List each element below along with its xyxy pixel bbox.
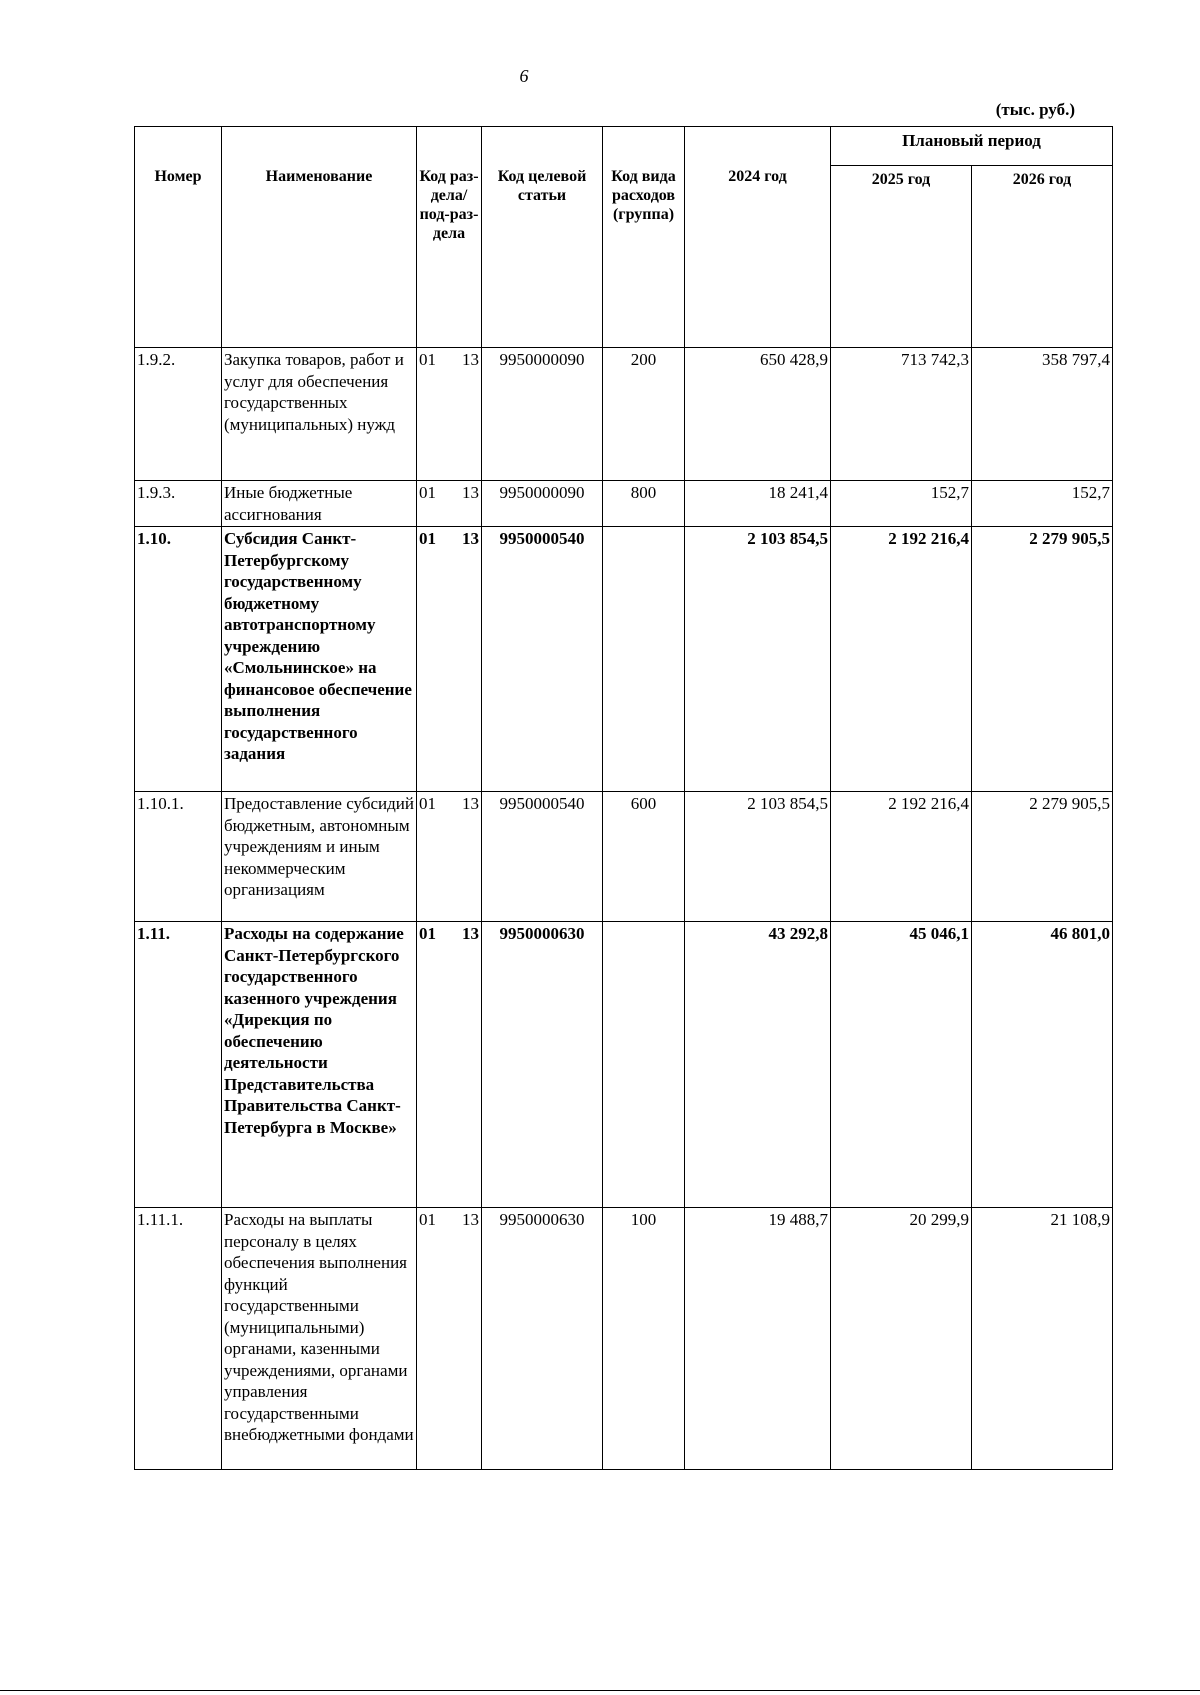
row-section-code: [417, 922, 482, 1208]
table-row: [135, 922, 1113, 1208]
row-name: Расходы на выплаты персоналу в целях обеспечения выполнения функций государственными (муниципальными) органами, казенными учреждениями, органами управления государственными внебюджетными фондами: [222, 1208, 417, 1470]
row-expense-type: 100: [603, 1208, 685, 1470]
row-amount-2025: 20 299,9: [831, 1208, 972, 1470]
subsection-code: 13: [462, 924, 479, 943]
header-target-code: Код целевой статьи: [482, 127, 603, 348]
header-planned-period: Плановый период: [831, 127, 1113, 166]
row-amount-2026: 2 279 905,5: [972, 792, 1113, 922]
row-target-code: 9950000630: [482, 922, 603, 1208]
page-number: 6: [519, 66, 529, 86]
row-expense-type: 200: [603, 348, 685, 481]
section-code-pair: [419, 482, 479, 504]
row-amount-2026: 2 279 905,5: [972, 527, 1113, 792]
row-expense-type: [603, 527, 685, 792]
table-body: [135, 348, 1113, 1470]
row-amount-2024: 43 292,8: [685, 922, 831, 1208]
row-amount-2025: 2 192 216,4: [831, 527, 972, 792]
row-amount-2024: 2 103 854,5: [685, 792, 831, 922]
section-code-pair: [419, 923, 479, 945]
header-year-2024: 2024 год: [685, 127, 831, 348]
row-number: 1.11.1.: [135, 1208, 222, 1470]
row-section-code: [417, 1208, 482, 1470]
row-expense-type: 800: [603, 481, 685, 527]
row-amount-2025: 152,7: [831, 481, 972, 527]
row-name: Иные бюджетные ассигнования: [222, 481, 417, 527]
row-amount-2024: 650 428,9: [685, 348, 831, 481]
section-code: 01: [419, 1210, 436, 1229]
section-code-pair: [419, 793, 479, 815]
row-target-code: 9950000090: [482, 481, 603, 527]
row-name: Закупка товаров, работ и услуг для обеспечения государственных (муниципальных) нужд: [222, 348, 417, 481]
subsection-code: 13: [462, 483, 479, 502]
row-amount-2024: 2 103 854,5: [685, 527, 831, 792]
row-target-code: 9950000090: [482, 348, 603, 481]
row-section-code: [417, 792, 482, 922]
row-amount-2025: 713 742,3: [831, 348, 972, 481]
header-name: Наименование: [222, 127, 417, 348]
row-section-code: [417, 527, 482, 792]
row-amount-2026: 21 108,9: [972, 1208, 1113, 1470]
row-amount-2026: 46 801,0: [972, 922, 1113, 1208]
scan-edge-line: [0, 1690, 1200, 1691]
row-expense-type: [603, 922, 685, 1208]
budget-table: [134, 126, 1113, 1470]
table-row: [135, 792, 1113, 922]
section-code: 01: [419, 350, 436, 369]
section-code-pair: [419, 528, 479, 550]
row-amount-2025: 2 192 216,4: [831, 792, 972, 922]
section-code-pair: [419, 349, 479, 371]
table-row: [135, 1208, 1113, 1470]
row-number: 1.9.3.: [135, 481, 222, 527]
row-target-code: 9950000540: [482, 792, 603, 922]
row-number: 1.9.2.: [135, 348, 222, 481]
row-target-code: 9950000540: [482, 527, 603, 792]
section-code: 01: [419, 924, 436, 943]
units-label: (тыс. руб.): [995, 100, 1075, 119]
row-amount-2026: 152,7: [972, 481, 1113, 527]
section-code: 01: [419, 483, 436, 502]
row-section-code: [417, 348, 482, 481]
row-number: 1.10.: [135, 527, 222, 792]
row-amount-2026: 358 797,4: [972, 348, 1113, 481]
table-row: [135, 527, 1113, 792]
subsection-code: 13: [462, 794, 479, 813]
subsection-code: 13: [462, 350, 479, 369]
subsection-code: 13: [462, 1210, 479, 1229]
row-amount-2024: 19 488,7: [685, 1208, 831, 1470]
header-year-2026: 2026 год: [972, 166, 1113, 348]
row-name: Субсидия Санкт-Петербургскому государственному бюджетному автотранспортному учреждению «Смольнинское» на финансовое обеспечение выполнения государственного задания: [222, 527, 417, 792]
row-name: Расходы на содержание Санкт-Петербургского государственного казенного учреждения «Дирекция по обеспечению деятельности Представительства Правительства Санкт-Петербурга в Москве»: [222, 922, 417, 1208]
header-year-2025: 2025 год: [831, 166, 972, 348]
row-name: Предоставление субсидий бюджетным, автономным учреждениям и иным некоммерческим организациям: [222, 792, 417, 922]
header-expense-type: Код вида расходов (группа): [603, 127, 685, 348]
section-code: 01: [419, 529, 436, 548]
subsection-code: 13: [462, 529, 479, 548]
row-amount-2024: 18 241,4: [685, 481, 831, 527]
row-amount-2025: 45 046,1: [831, 922, 972, 1208]
row-number: 1.10.1.: [135, 792, 222, 922]
section-code-pair: [419, 1209, 479, 1231]
section-code: 01: [419, 794, 436, 813]
header-section-code: Код раз-дела/ под-раз-дела: [417, 127, 482, 348]
row-section-code: [417, 481, 482, 527]
row-target-code: 9950000630: [482, 1208, 603, 1470]
table-row: [135, 348, 1113, 481]
header-number: Номер: [135, 127, 222, 348]
row-expense-type: 600: [603, 792, 685, 922]
table-row: [135, 481, 1113, 527]
row-number: 1.11.: [135, 922, 222, 1208]
